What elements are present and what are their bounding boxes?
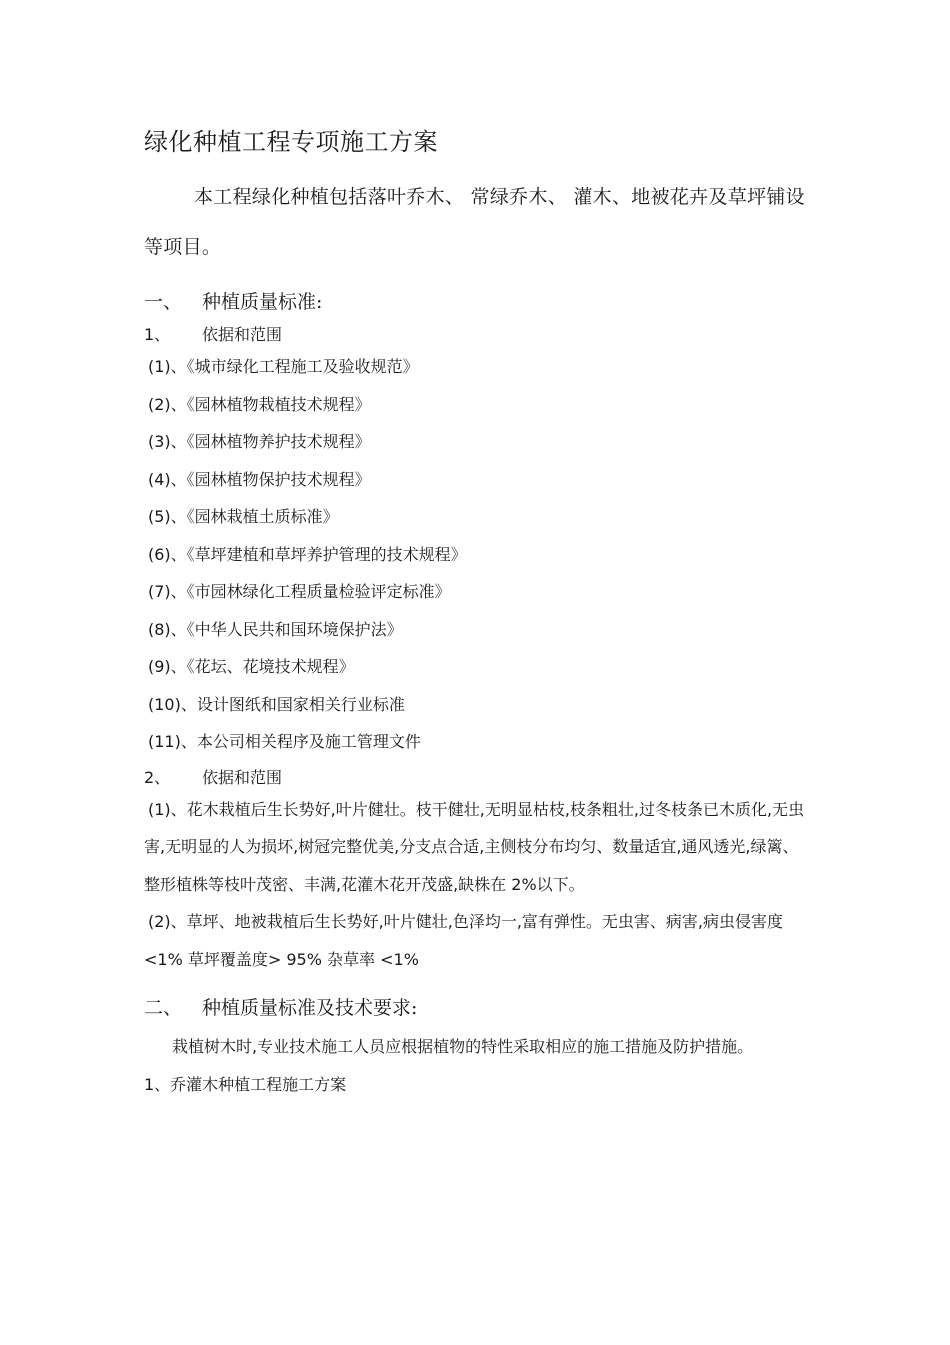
list-item: (1)、《城市绿化工程施工及验收规范》: [148, 357, 419, 376]
intro-paragraph: 本工程绿化种植包括落叶乔木、 常绿乔木、 灌木、地被花卉及草坪铺设等项目。: [144, 186, 805, 258]
list-item: (2)、《园林植物栽植技术规程》: [148, 394, 371, 414]
list-item: (7)、《市园林绿化工程质量检验评定标准》: [148, 582, 451, 601]
list-item: (10)、设计图纸和国家相关行业标准: [148, 694, 405, 714]
section-1-heading: [144, 286, 809, 318]
section-1-number: 一、: [144, 291, 183, 313]
subsection-2-1-heading: 1、乔灌木种植工程施工方案: [144, 1075, 347, 1094]
subsection-1-2-number: 2、: [144, 767, 171, 787]
list-item: (6)、《草坪建植和草坪养护管理的技术规程》: [148, 544, 467, 564]
list-item: (11)、本公司相关程序及施工管理文件: [148, 732, 421, 751]
section-2-heading: [144, 992, 809, 1024]
list-item: (5)、《园林栽植土质标准》: [148, 507, 339, 526]
list-item: (9)、《花坛、花境技术规程》: [148, 657, 355, 676]
list-item: (4)、《园林植物保护技术规程》: [148, 469, 371, 489]
document-title: 绿化种植工程专项施工方案: [144, 128, 438, 156]
reference-list: [144, 348, 809, 761]
tree-quality-paragraph: (1)、花木栽植后生长势好,叶片健壮。枝干健壮,无明显枯枝,枝条粗壮,过冬枝条已木质化,无虫害,无明显的人为损坏,树冠完整优美,分支点合适,主侧枝分布均匀、数量适宜,通风透光,绿篱、整形植株等枝叶茂密、丰满,花灌木花开茂盛,缺株在 2%以下。: [144, 799, 805, 894]
subsection-1-1-title: 依据和范围: [202, 325, 283, 344]
section-1-title: 种植质量标准:: [202, 291, 323, 313]
planting-measures-paragraph: 栽植树木时,专业技术施工人员应根据植物的特性采取相应的施工措施及防护措施。: [172, 1037, 754, 1056]
subsection-1-2-title: 依据和范围: [202, 767, 283, 787]
subsection-1-1-heading: [144, 322, 809, 348]
section-2-number: 二、: [144, 997, 183, 1019]
lawn-quality-paragraph: (2)、草坪、地被栽植后生长势好,叶片健壮,色泽均一,富有弹性。无虫害、病害,病虫侵害度 <1% 草坪覆盖度> 95% 杂草率 <1%: [144, 912, 784, 969]
subsection-1-2-heading: [144, 765, 809, 791]
section-2-title: 种植质量标准及技术要求:: [202, 997, 418, 1019]
list-item: (8)、《中华人民共和国环境保护法》: [148, 619, 403, 639]
list-item: (3)、《园林植物养护技术规程》: [148, 432, 371, 451]
subsection-1-1-number: 1、: [144, 325, 171, 344]
document-body: [144, 118, 809, 1104]
